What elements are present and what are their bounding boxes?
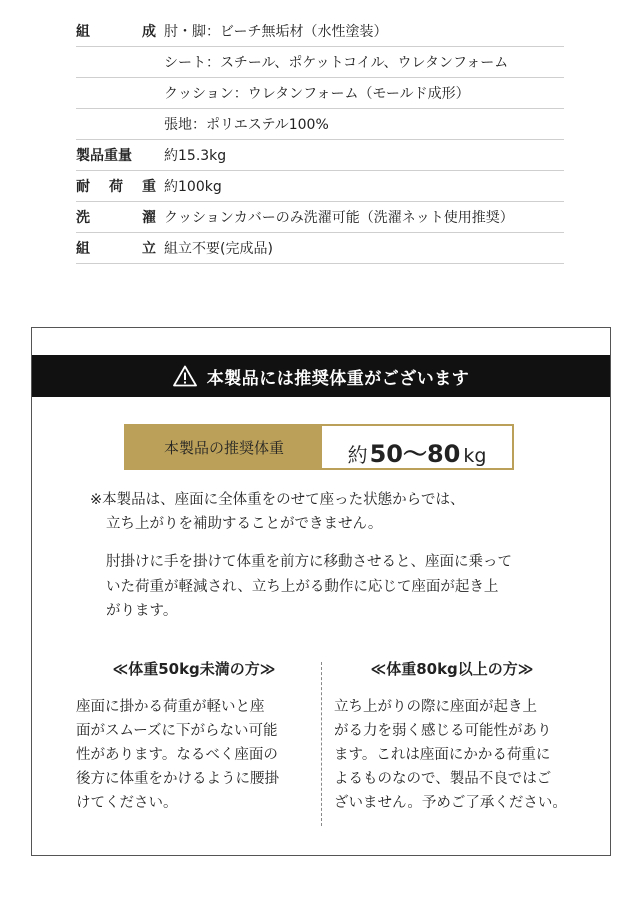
column-divider	[321, 662, 322, 826]
spec-label: 組 成	[76, 24, 156, 40]
spec-label: 組 立	[76, 241, 156, 257]
recommended-weight-label: 本製品の推奨体重	[126, 426, 322, 468]
over-80kg-section	[334, 658, 570, 815]
spec-row-load	[76, 171, 564, 202]
under-50kg-section	[76, 658, 312, 815]
section-text: 座面に掛かる荷重が軽いと座 面がスムーズに下がらない可能 性があります。なるべく座面の 後方に体重をかけるように腰掛 けてください。	[76, 699, 279, 811]
spec-label: 耐 荷 重	[76, 179, 156, 195]
section-text: 立ち上がりの際に座面が起き上 がる力を弱く感じる可能性があり ます。これは座面にかかる荷重に よるものなので、製品不良ではご ざいません。予めご了承ください。	[334, 699, 567, 811]
section-title: ≪体重80kg以上の方≫	[370, 660, 534, 678]
spec-value: クッションカバーのみ洗濯可能（洗濯ネット使用推奨）	[164, 210, 514, 226]
spec-value: シート：スチール、ポケットコイル、ウレタンフォーム	[164, 55, 509, 71]
caution-note: ※本製品は、座面に全体重をのせて座った状態からでは、 立ち上がりを補助することができません。	[90, 492, 465, 532]
warning-triangle-icon	[173, 365, 197, 387]
spec-table	[76, 16, 564, 264]
spec-row-assembly	[76, 233, 564, 264]
spec-row-weight	[76, 140, 564, 171]
section-title: ≪体重50kg未満の方≫	[112, 660, 276, 678]
weight-notice-box	[31, 327, 611, 856]
usage-paragraph: 肘掛けに手を掛けて体重を前方に移動させると、座面に乗って いた荷重が軽減され、立ち上がる動作に応じて座面が起き上 がります。	[106, 554, 512, 619]
weight-range: 50〜80	[369, 440, 461, 468]
weight-prefix: 約	[347, 443, 368, 467]
spec-value: 約100kg	[164, 179, 222, 195]
spec-row-composition	[76, 16, 564, 47]
banner-title: 本製品には推奨体重がございます	[206, 368, 470, 389]
spec-row-cushion	[76, 78, 564, 109]
spec-label: 洗 濯	[76, 210, 156, 226]
notice-banner	[32, 355, 610, 397]
recommended-weight-box	[124, 424, 514, 470]
weight-unit: kg	[463, 445, 487, 467]
spec-value: 張地：ポリエステル100%	[164, 117, 329, 133]
spec-value: 約15.3kg	[164, 148, 227, 164]
recommended-weight-value	[322, 426, 512, 468]
spec-value: 組立不要(完成品)	[164, 241, 273, 257]
spec-row-seat	[76, 47, 564, 78]
spec-value: 肘・脚：ビーチ無垢材（水性塗装）	[164, 24, 388, 40]
spec-row-washing	[76, 202, 564, 233]
spec-label: 製品重量	[76, 148, 132, 164]
spec-row-upholstery	[76, 109, 564, 140]
spec-value: クッション：ウレタンフォーム（モールド成形）	[164, 86, 470, 102]
